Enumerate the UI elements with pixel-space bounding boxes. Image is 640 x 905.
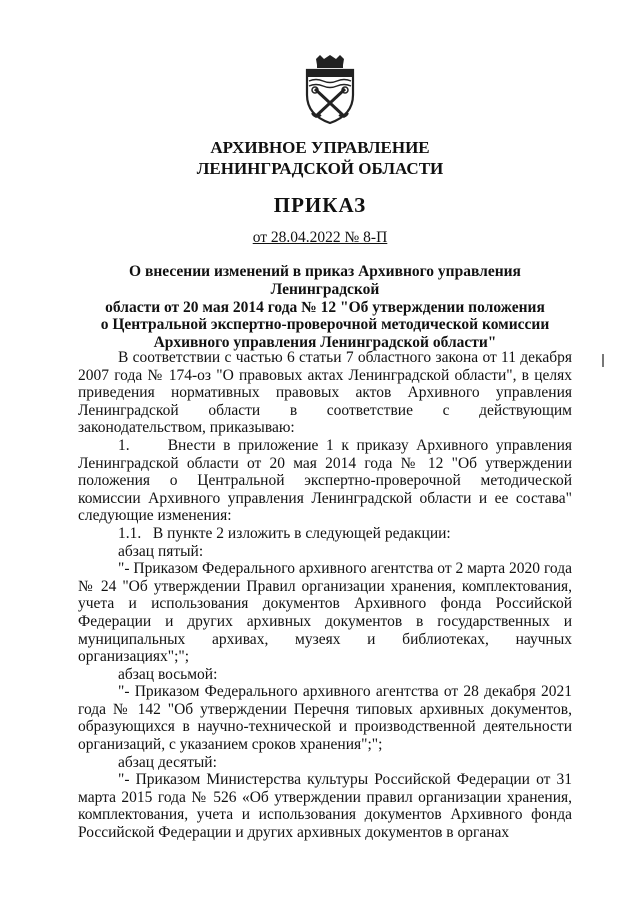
paragraph-preamble: В соответствии с частью 6 статьи 7 областного закона от 11 декабря 2007 года № 174-оз "О правовых актах Ленинградской области", в целях приведения нормативных правовых актов Архивного управления Ленинградской области в соответствие с действующим законодательством, приказываю:: [78, 349, 572, 437]
paragraph-label-fifth: абзац пятый:: [118, 542, 204, 560]
org-line-1: АРХИВНОЕ УПРАВЛЕНИЕ: [210, 138, 430, 157]
paragraph-fifth-text: "- Приказом Федерального архивного агентства от 2 марта 2020 года № 24 "Об утверждении Правил организации хранения, комплектования, учета и использования документов Архивного фонда Российской Федерации и других архивных документов в государственных и муниципальных архивах, музеях и библиотеках, научных организациях";";: [78, 560, 572, 666]
subject-line-3: о Центральной экспертно-проверочной методической комиссии: [100, 316, 550, 334]
paragraph-eighth-text: "- Приказом Федерального архивного агентства от 28 декабря 2021 года № 142 "Об утверждении Перечня типовых архивных документов, образующихся в научно-технической и производственной деятельности организаций, с указанием сроков хранения";";: [78, 683, 572, 754]
subject-line-4: Архивного управления Ленинградской области": [153, 334, 497, 352]
paragraph-tenth-text: "- Приказом Министерства культуры Российской Федерации от 31 марта 2015 года № 526 «Об утверждении правил организации хранения, комплектования, учета и использования документов Архивного фонда Российской Федерации и других архивных документов в органах: [78, 771, 572, 842]
subject-line-1: О внесении изменений в приказ Архивного управления Ленинградской: [129, 263, 521, 298]
document-subject: [78, 263, 572, 352]
document-number: от 28.04.2022 № 8-П: [252, 229, 388, 246]
organization-name: [0, 137, 640, 179]
document-type: ПРИКАЗ: [273, 193, 367, 217]
org-line-2: ЛЕНИНГРАДСКОЙ ОБЛАСТИ: [196, 159, 444, 178]
margin-mark: [602, 354, 604, 367]
paragraph-item-1: 1. Внести в приложение 1 к приказу Архивного управления Ленинградской области от 20 мая 2014 года № 12 "Об утверждении положения о Центральной экспертно-проверочной методической комиссии Архивного управления Ленинградской области и ее состава" следующие изменения:: [78, 436, 572, 525]
coat-of-arms-icon: [299, 55, 361, 125]
paragraph-label-eighth: абзац восьмой:: [118, 665, 218, 683]
subject-line-2: области от 20 мая 2014 года № 12 "Об утверждении положения: [105, 298, 545, 316]
paragraph-item-1-1: 1.1. В пункте 2 изложить в следующей редакции:: [118, 524, 451, 542]
document-body: [78, 349, 572, 842]
paragraph-label-tenth: абзац десятый:: [118, 753, 217, 771]
